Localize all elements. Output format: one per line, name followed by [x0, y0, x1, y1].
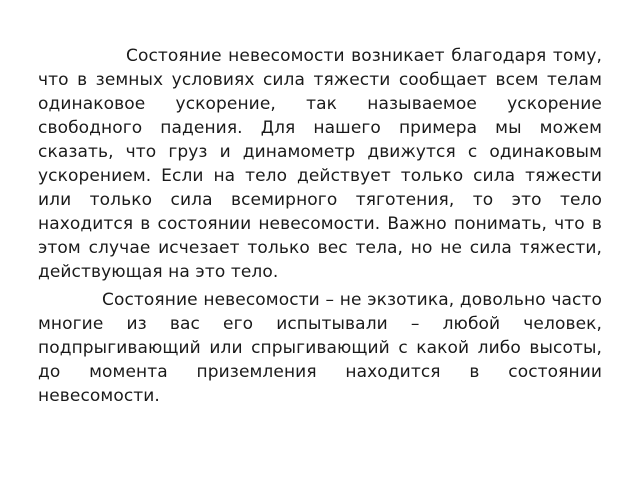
text-block: [38, 44, 602, 408]
paragraph-1: Состояние невесомости возникает благодаря тому, что в земных условиях сила тяжести сообщает всем телам одинаковое ускорение, так называемое ускорение свободного падения. Для нашего примера мы можем сказать, что груз и динамометр движутся с одинаковым ускорением. Если на тело действует только сила тяжести или только сила всемирного тяготения, то это тело находится в состоянии невесомости. Важно понимать, что в этом случае исчезает только вес тела, но не сила тяжести, действующая на это тело.: [38, 46, 602, 282]
paragraph-2: Состояние невесомости – не экзотика, довольно часто многие из вас его испытывали – любой человек, подпрыгивающий или спрыгивающий с какой либо высоты, до момента приземления находится в состоянии невесомости.: [38, 290, 602, 406]
